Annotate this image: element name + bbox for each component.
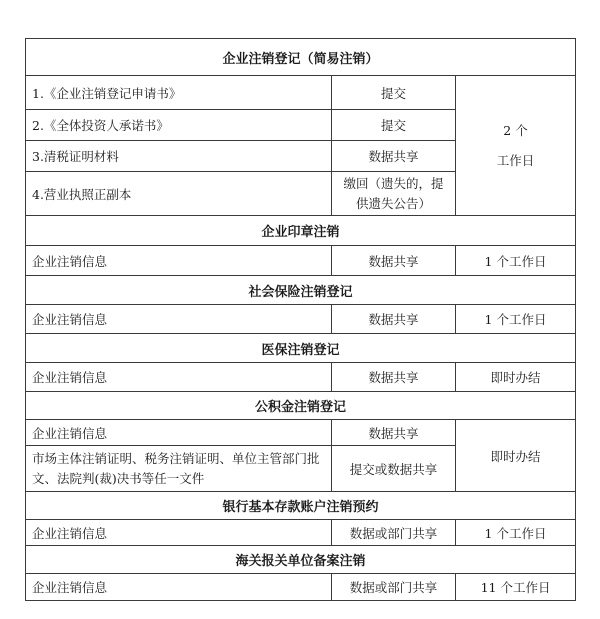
- time-line: 工作日: [496, 152, 535, 168]
- time-cell: 11 个工作日: [456, 574, 576, 601]
- section-title: 企业印章注销: [26, 216, 576, 246]
- method-cell: 数据共享: [332, 420, 456, 446]
- section-header-row: [26, 492, 576, 520]
- method-cell: 缴回（遗失的，提供遗失公告）: [332, 172, 456, 216]
- method-cell: 数据共享: [332, 141, 456, 172]
- method-cell: 数据或部门共享: [332, 520, 456, 546]
- material-cell: 1.《企业注销登记申请书》: [26, 76, 332, 110]
- material-cell: 4.营业执照正副本: [26, 172, 332, 216]
- deregistration-table: [25, 38, 576, 601]
- section-title: 医保注销登记: [26, 334, 576, 363]
- method-cell: 数据共享: [332, 246, 456, 276]
- section-header-row: [26, 216, 576, 246]
- section-title: 社会保险注销登记: [26, 276, 576, 305]
- material-cell: 市场主体注销证明、税务注销证明、单位主管部门批文、法院判(裁)决书等任一文件: [26, 446, 332, 492]
- method-cell: 数据共享: [332, 363, 456, 392]
- material-cell: 企业注销信息: [26, 574, 332, 601]
- section-header-row: [26, 39, 576, 76]
- section-header-row: [26, 276, 576, 305]
- table-row: [26, 420, 576, 446]
- section-header-row: [26, 392, 576, 420]
- method-cell: 提交: [332, 110, 456, 141]
- table-row: [26, 305, 576, 334]
- material-cell: 企业注销信息: [26, 305, 332, 334]
- section-title: 海关报关单位备案注销: [26, 546, 576, 574]
- time-cell: [456, 76, 576, 216]
- method-cell: 数据或部门共享: [332, 574, 456, 601]
- time-cell: 1 个工作日: [456, 520, 576, 546]
- material-cell: 企业注销信息: [26, 420, 332, 446]
- material-cell: 企业注销信息: [26, 520, 332, 546]
- time-line: 2 个: [503, 122, 528, 138]
- method-cell: 提交或数据共享: [332, 446, 456, 492]
- method-cell: 提交: [332, 76, 456, 110]
- section-header-row: [26, 334, 576, 363]
- time-cell: 1 个工作日: [456, 246, 576, 276]
- time-cell: 即时办结: [456, 420, 576, 492]
- material-cell: 企业注销信息: [26, 246, 332, 276]
- method-cell: 数据共享: [332, 305, 456, 334]
- material-cell: 3.清税证明材料: [26, 141, 332, 172]
- time-cell: 即时办结: [456, 363, 576, 392]
- table-row: [26, 574, 576, 601]
- section-title: 公积金注销登记: [26, 392, 576, 420]
- material-cell: 2.《全体投资人承诺书》: [26, 110, 332, 141]
- section-header-row: [26, 546, 576, 574]
- table-row: [26, 520, 576, 546]
- section-title: 企业注销登记（简易注销）: [26, 39, 576, 76]
- table-row: [26, 246, 576, 276]
- section-title: 银行基本存款账户注销预约: [26, 492, 576, 520]
- time-cell: 1 个工作日: [456, 305, 576, 334]
- material-cell: 企业注销信息: [26, 363, 332, 392]
- table-row: [26, 76, 576, 110]
- table-row: [26, 363, 576, 392]
